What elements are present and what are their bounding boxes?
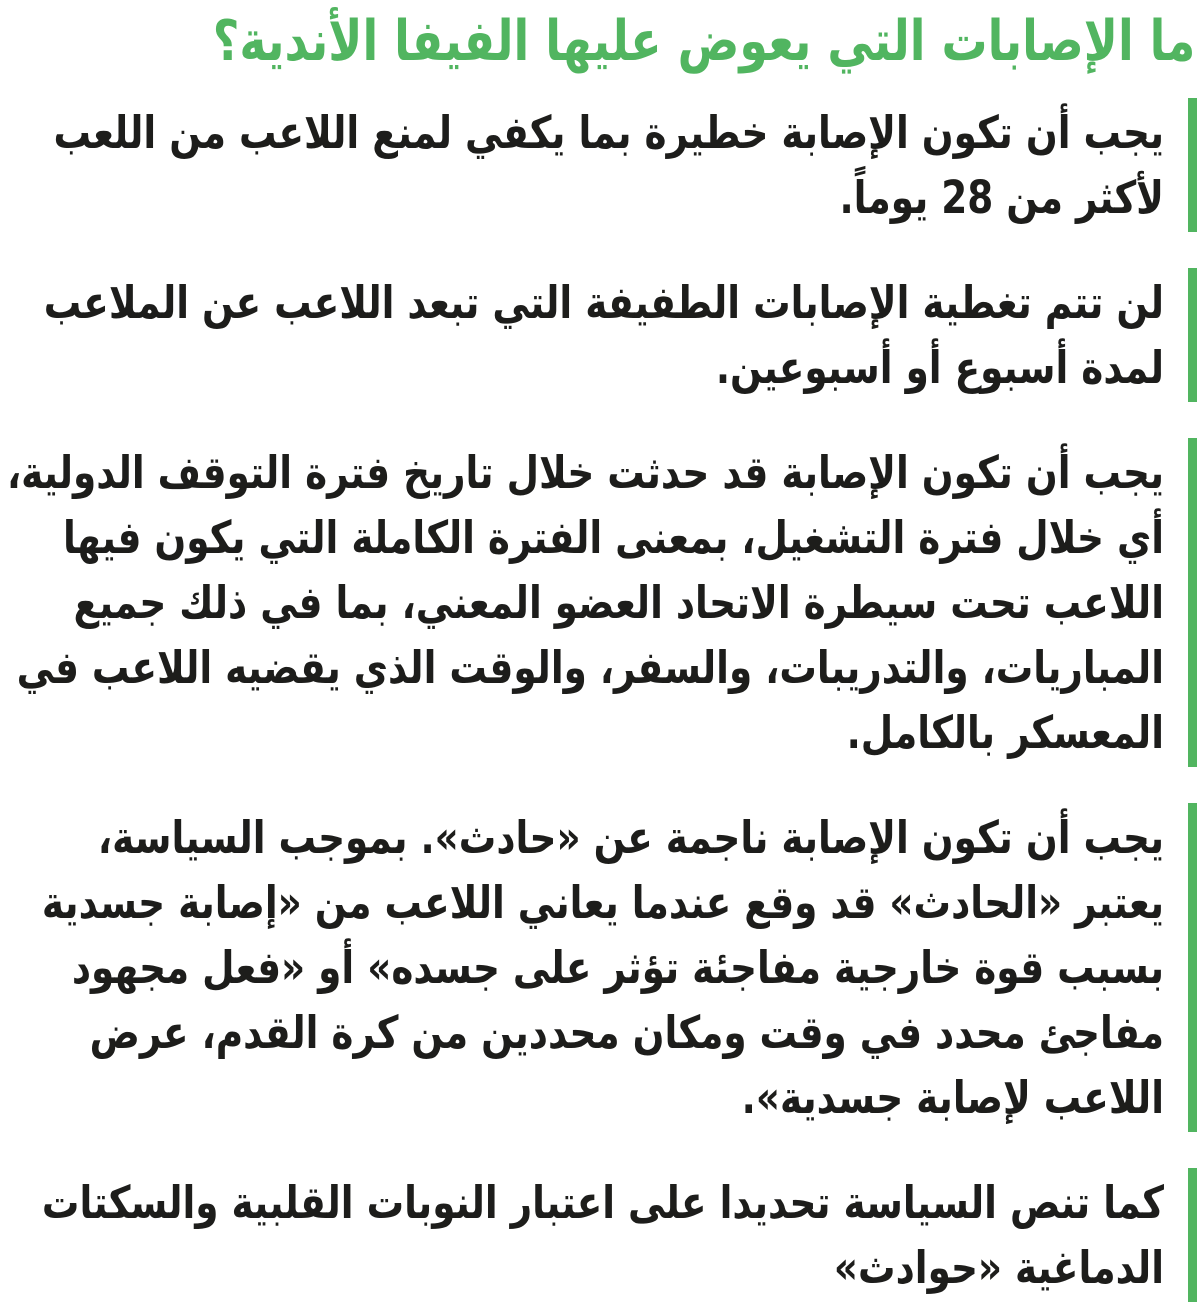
paragraph-3-line-2: أي خلال فترة التشغيل، بمعنى الفترة الكاملة التي يكون فيها — [63, 511, 1164, 564]
paragraph-1-line-1: يجب أن تكون الإصابة خطيرة بما يكفي لمنع اللاعب من اللعب — [53, 106, 1164, 159]
paragraph-4-line-2: يعتبر «الحادث» قد وقع عندما يعاني اللاعب من «إصابة جسدية — [41, 876, 1165, 929]
paragraph-2-line-1: لن تتم تغطية الإصابات الطفيفة التي تبعد اللاعب عن الملاعب — [43, 276, 1165, 329]
paragraph-4 — [0, 803, 1197, 1132]
paragraph-4-line-5: اللاعب لإصابة جسدية». — [741, 1071, 1164, 1124]
paragraph-1 — [0, 98, 1197, 232]
paragraph-4-line-4: مفاجئ محدد في وقت ومكان محددين من كرة القدم، عرض — [89, 1006, 1164, 1059]
page-title: ما الإصابات التي يعوض عليها الفيفا الأندية؟ — [212, 9, 1196, 74]
paragraph-3-line-1: يجب أن تكون الإصابة قد حدثت خلال تاريخ فترة التوقف الدولية، — [6, 446, 1164, 499]
paragraph-3 — [0, 438, 1197, 767]
paragraph-5-line-2: الدماغية «حوادث» — [833, 1241, 1164, 1294]
paragraph-2-line-2: لمدة أسبوع أو أسبوعين. — [715, 341, 1164, 394]
paragraph-5-line-1: كما تنص السياسة تحديدا على اعتبار النوبات القلبية والسكتات — [41, 1176, 1164, 1229]
paragraph-4-line-3: بسبب قوة خارجية مفاجئة تؤثر على جسده» أو «فعل مجهود — [71, 941, 1165, 994]
paragraph-3-line-5: المعسكر بالكامل. — [846, 706, 1164, 759]
paragraph-3-line-4: المباريات، والتدريبات، والسفر، والوقت الذي يقضيه اللاعب في — [16, 641, 1165, 694]
paragraph-5 — [0, 1168, 1197, 1302]
paragraph-list — [0, 98, 1197, 1302]
paragraph-1-line-2: لأكثر من 28 يوماً. — [839, 171, 1164, 224]
paragraph-4-line-1: يجب أن تكون الإصابة ناجمة عن «حادث». بموجب السياسة، — [97, 811, 1165, 864]
paragraph-3-line-3: اللاعب تحت سيطرة الاتحاد العضو المعني، بما في ذلك جميع — [73, 576, 1164, 629]
paragraph-2 — [0, 268, 1197, 402]
